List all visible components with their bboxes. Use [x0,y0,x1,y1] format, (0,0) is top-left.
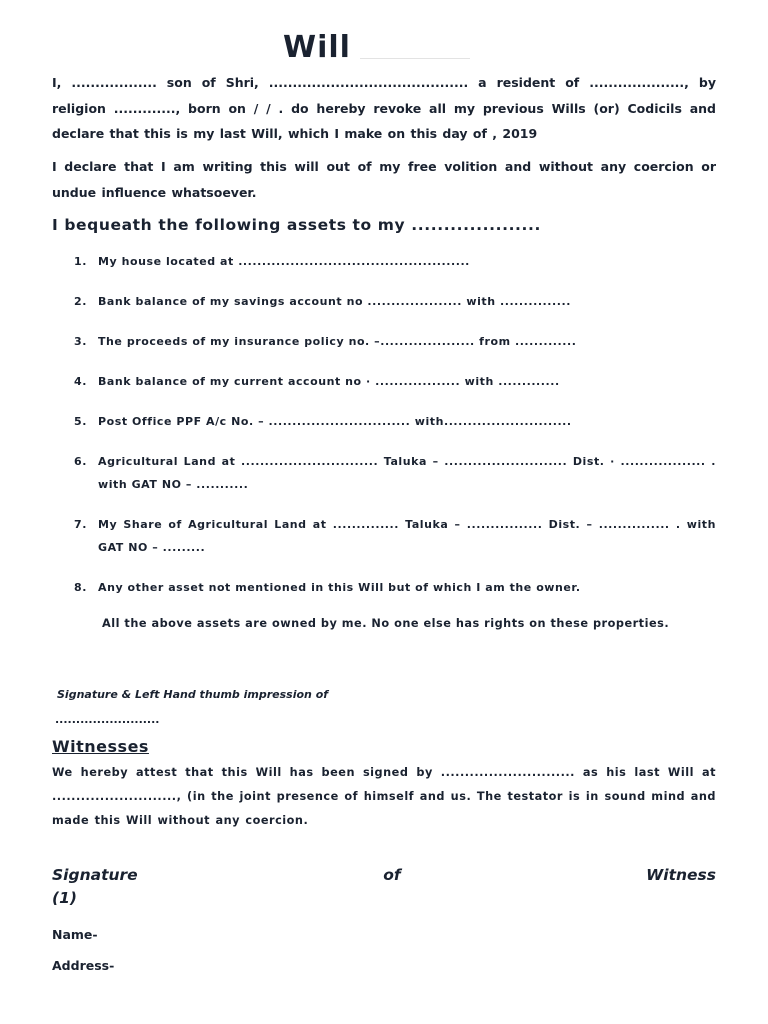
asset-item-4 [52,370,716,393]
document-title: Will [283,30,351,65]
asset-item-7 [52,513,716,559]
asset-number: 5. [74,415,87,428]
asset-text: My house located at ................................................. [98,255,470,268]
owner-signature-blank: ......................... [55,713,160,726]
ownership-statement: All the above assets are owned by me. No one else has rights on these properties. [102,617,670,630]
owner-signature-label: Signature & Left Hand thumb impression of [57,688,329,701]
asset-number: 7. [74,518,87,531]
asset-text: The proceeds of my insurance policy no. –.................... from ............. [98,335,577,348]
witness-signature-line [52,866,716,884]
asset-number: 3. [74,335,87,348]
volition-paragraph: I declare that I am writing this will out of my free volition and without any coercion or undue influence whatsoever. [52,159,716,200]
title-blank-line [360,58,470,59]
asset-number: 4. [74,375,87,388]
bequeath-heading: I bequeath the following assets to my .................... [52,216,542,234]
asset-text: Bank balance of my savings account no .................... with ............... [98,295,571,308]
asset-number: 8. [74,581,87,594]
asset-number: 6. [74,455,87,468]
attestation-paragraph: We hereby attest that this Will has been signed by ............................ as his last Will at .........................., (in the joint presence of himself and us. The testator is in sound mind and made this Will without any coercion. [52,766,716,827]
asset-item-1 [52,250,716,273]
witness-number: (1) [52,889,77,907]
asset-item-2 [52,290,716,313]
asset-item-5 [52,410,716,433]
witness-name-label: Name- [52,927,98,942]
asset-text: Any other asset not mentioned in this Will but of which I am the owner. [98,581,581,594]
asset-number: 1. [74,255,87,268]
witnesses-heading: Witnesses [52,737,149,756]
witness-of-word: of [383,866,401,884]
asset-number: 2. [74,295,87,308]
asset-item-3 [52,330,716,353]
asset-text: My Share of Agricultural Land at .............. Taluka – ................ Dist. – ............... . with GAT NO – ......... [98,518,716,554]
assets-list [52,250,716,599]
asset-text: Bank balance of my current account no · .................. with ............. [98,375,560,388]
asset-text: Post Office PPF A/c No. – .............................. with........................... [98,415,572,428]
asset-text: Agricultural Land at ............................. Taluka – .......................... Dist. · .................. . with GAT NO – ........... [98,455,716,491]
witness-address-label: Address- [52,958,115,973]
intro-paragraph: I, .................. son of Shri, .......................................... a resident of ...................., by religion ............., born on / / . do hereby revoke all my previous Wills (or) Codicils and declare that this is my last Will, which I make on this day of , 2019 [52,75,716,141]
asset-item-6 [52,450,716,496]
witness-signature-word: Signature [52,866,138,884]
asset-item-8 [52,576,716,599]
witness-word: Witness [646,866,716,884]
